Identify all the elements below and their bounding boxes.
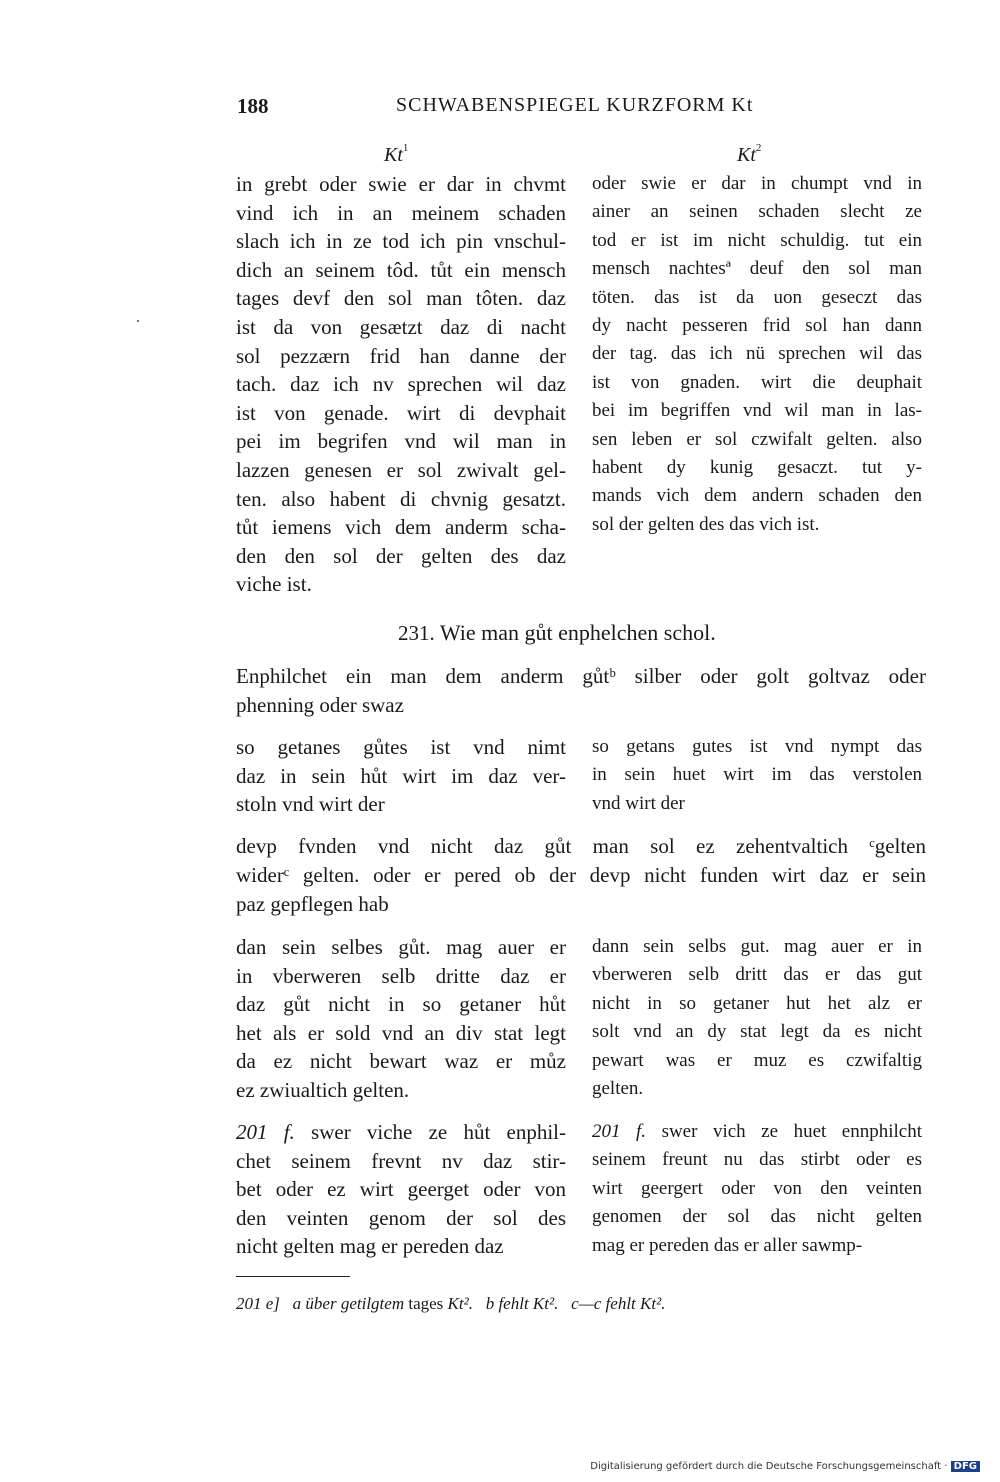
text-line: töten. das ist da uon geseczt das [592,286,922,308]
text-line: ist da von gesætzt daz di nacht [236,314,566,339]
text-line: phenning oder swaz [236,693,404,717]
text-line: pei im begrifen vnd wil man in [236,429,566,454]
text-line: dan sein selbes gůt. mag auer er [236,935,566,959]
text-line: vberweren selb dritt das er das gut [592,964,922,986]
line-reference: 201 f. [236,1120,295,1144]
footnote-a-word: tages [408,1294,444,1313]
scan-speck [137,320,139,322]
column-heading-kt2: Kt$^2$ [737,142,762,166]
text-line: gelten. [592,1078,644,1100]
text-line: Enphilchet ein man dem anderm gůtᵇ silber oder golt goltvaz oder [236,664,926,688]
text-line: stoln vnd wirt der [236,792,385,817]
kt2-text-block-4 [592,1118,922,1260]
text-line: den den sol der gelten des daz [236,543,566,568]
text-line: dann sein selbs gut. mag auer er in [592,936,922,957]
text-line: tod er ist im nicht schuldig. tut ein [592,229,922,251]
kt2-text-block-2 [592,733,922,818]
section-title: Wie man gůt enphelchen schol. [439,620,716,645]
text-line: ist von gnaden. wirt die deuphait [592,371,922,393]
text-line: ist von genade. wirt di devphait [236,400,566,425]
text-line: habent dy kunig gesaczt. tut y- [592,457,922,479]
text-line: devp fvnden vnd nicht daz gůt man sol ez zehentvaltich ᶜgelten [236,834,926,858]
text-line: ten. also habent di chvnig gesatzt. [236,486,566,511]
text-line: slach ich in ze tod ich pin vnschul- [236,229,566,254]
line-reference: 201 f. [592,1121,647,1142]
text-line: bet oder ez wirt geerget oder von [236,1177,566,1202]
text-line: mag er pereden das er aller sawmp- [592,1234,863,1256]
text-line: da ez nicht bewart waz er můz [236,1049,566,1074]
footnote-c-text: fehlt Kt². [605,1294,666,1313]
text-line: ainer an seinen schaden slecht ze [592,201,922,223]
text-line: widerᶜ gelten. oder er pered ob der devp nicht funden wirt daz er sein [236,863,926,887]
credit-text: Digitalisierung gefördert durch die Deutsche Forschungsgemeinschaft · [590,1461,948,1472]
footnote-a-text: über getilgtem [305,1294,405,1313]
text-line: in grebt oder swie er dar in chvmt [236,172,566,196]
text-line: tach. daz ich nv sprechen wil daz [236,372,566,397]
text-line: tůt iemens vich dem anderm scha- [236,515,566,540]
shared-text-2 [236,832,926,919]
footnote-label-c: c—c [571,1294,602,1313]
text-line: in vberweren selb dritte daz er [236,963,566,988]
text-line: sol der gelten des das vich ist. [592,513,820,535]
text-line: lazzen genesen er sol zwivalt gel- [236,457,566,482]
text-line: genomen der sol das nicht gelten [592,1206,922,1228]
text-line: dy nacht pesseren frid sol han dann [592,315,922,337]
text-line: bei im begriffen vnd wil man in las- [592,400,922,422]
text-line: so getans gutes ist vnd nympt das [592,736,922,757]
footnote-b-text: fehlt Kt². [498,1294,559,1313]
text-line: paz gepflegen hab [236,892,389,916]
running-title: SCHWABENSPIEGEL KURZFORM Kt [396,94,754,116]
footnote-label-b: b [485,1294,495,1313]
kt2-text-block-1 [592,170,922,539]
text-line: nicht in so getaner hut het alz er [592,992,922,1014]
text-line: solt vnd an dy stat legt da es nicht [592,1021,922,1043]
footnote-a-source: Kt². [447,1294,473,1313]
section-heading [398,620,716,646]
text-line: mensch nachtesª deuf den sol man [592,258,922,280]
text-line: seinem freunt nu das stirbt oder es [592,1149,922,1171]
text-line: sen leben er sol czwifalt gelten. also [592,428,922,450]
footnote-ref: 201 e] [236,1294,280,1313]
text-line: dich an seinem tôd. tůt ein mensch [236,257,566,282]
kt2-text-block-3 [592,933,922,1103]
kt1-text-block-3 [236,933,566,1105]
text-line: oder swie er dar in chumpt vnd in [592,173,922,194]
text-line: so getanes gůtes ist vnd nimt [236,735,566,759]
kt1-text-block-2 [236,733,566,819]
text-line: pewart was er muz es czwifaltig [592,1049,922,1071]
text-line: 201 f. swer viche ze hůt enphil- [236,1120,566,1144]
kt1-text-block-4 [236,1118,566,1261]
footnote [236,1294,665,1314]
text-line: tages devf den sol man tôten. daz [236,286,566,311]
text-line: vind ich in an meinem schaden [236,200,566,225]
text-line: het als er sold vnd an div stat legt [236,1020,566,1045]
text-line: den veinten genom der sol des [236,1205,566,1230]
text-line: vnd wirt der [592,792,685,814]
text-line: ez zwiualtich gelten. [236,1077,410,1102]
text-line: nicht gelten mag er pereden daz [236,1234,504,1259]
dfg-logo: DFG [951,1461,980,1472]
text-line: wirt geergert oder von den veinten [592,1177,922,1199]
text-line: sol pezzærn frid han danne der [236,343,566,368]
shared-text-1 [236,662,926,720]
kt1-text-block-1 [236,170,566,599]
text-line: chet seinem frevnt nv daz stir- [236,1148,566,1173]
digitization-credit [590,1461,980,1472]
footnote-rule [236,1276,350,1277]
column-heading-kt1: Kt$^1$ [384,142,409,166]
text-line: 201 f. swer vich ze huet ennphilcht [592,1121,922,1142]
footnote-label-a: a [292,1294,302,1313]
text-line: viche ist. [236,572,312,597]
text-line: daz in sein hůt wirt im daz ver- [236,763,566,788]
text-line: mands vich dem andern schaden den [592,485,922,507]
section-number: 231. [398,621,435,645]
text-line: in sein huet wirt im das verstolen [592,764,922,786]
page-number: 188 [237,94,269,118]
text-line: daz gůt nicht in so getaner hůt [236,992,566,1017]
text-line: der tag. das ich nü sprechen wil das [592,343,922,365]
